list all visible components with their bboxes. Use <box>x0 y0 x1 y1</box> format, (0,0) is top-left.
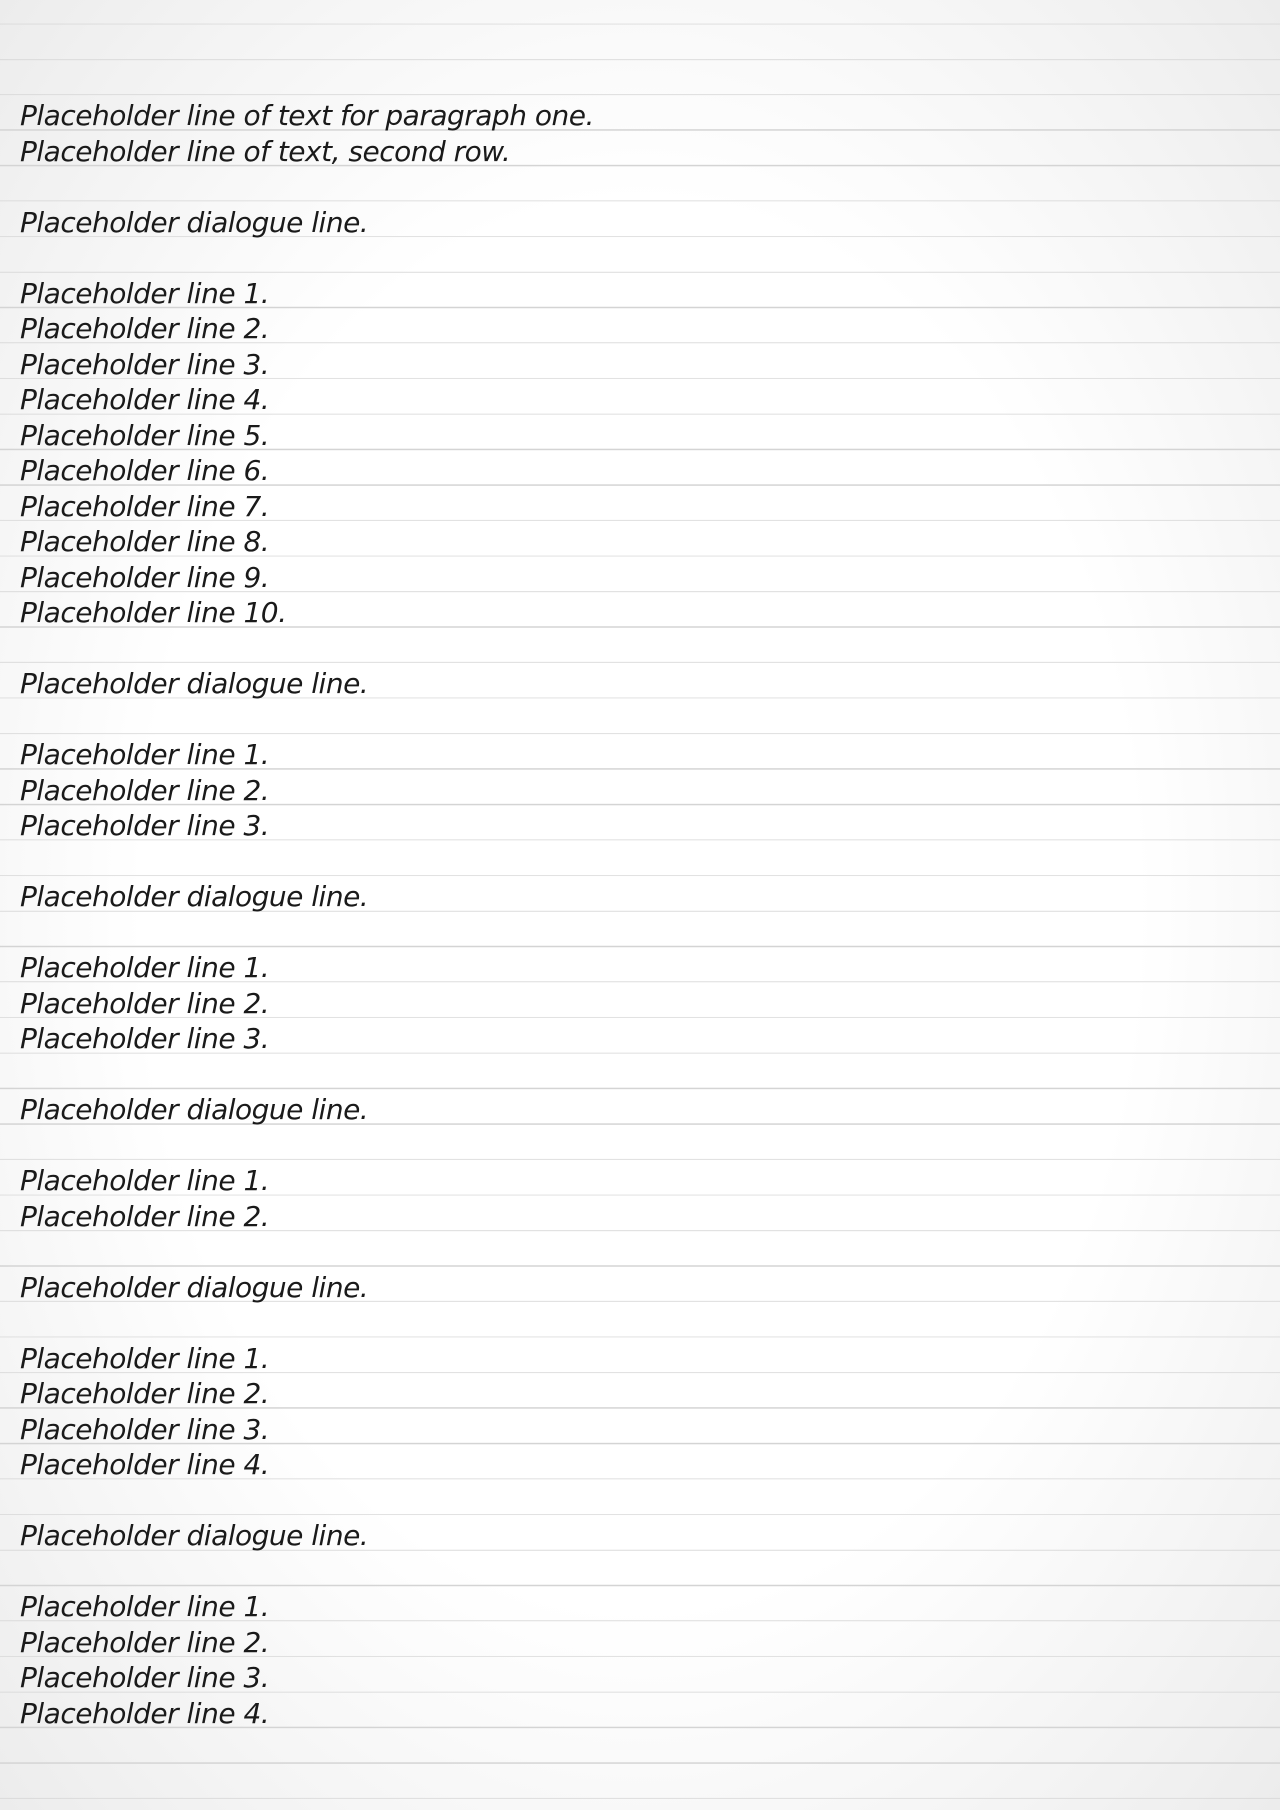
text-line: Placeholder line 3. <box>20 347 270 381</box>
text-line: Placeholder dialogue line. <box>20 205 369 239</box>
paragraph <box>20 1518 1260 1554</box>
text-line: Placeholder line 2. <box>20 1199 270 1233</box>
paragraph <box>20 276 1260 631</box>
text-line: Placeholder line 5. <box>20 418 270 452</box>
paragraph <box>20 666 1260 702</box>
text-line: Placeholder line 2. <box>20 312 270 345</box>
text-line: Placeholder line 1. <box>20 1164 270 1197</box>
text-line: Placeholder dialogue line. <box>20 667 369 700</box>
text-line: Placeholder dialogue line. <box>20 1270 369 1304</box>
text-line: Placeholder line of text, second row. <box>20 134 511 168</box>
text-line: Placeholder line 2. <box>20 1625 270 1659</box>
text-line: Placeholder dialogue line. <box>20 1093 369 1126</box>
text-line: Placeholder dialogue line. <box>20 1519 369 1552</box>
text-line: Placeholder line of text for paragraph one. <box>20 99 594 132</box>
text-line: Placeholder line 1. <box>20 738 270 771</box>
text-line: Placeholder line 4. <box>20 1696 270 1730</box>
text-line: Placeholder line 1. <box>20 1590 270 1623</box>
text-line: Placeholder line 2. <box>20 1377 270 1410</box>
text-line: Placeholder line 1. <box>20 951 270 984</box>
text-line: Placeholder line 2. <box>20 773 270 807</box>
text-line: Placeholder line 3. <box>20 1412 270 1446</box>
paragraph <box>20 1163 1260 1234</box>
paragraph <box>20 1092 1260 1128</box>
text-line: Placeholder line 10. <box>20 596 287 629</box>
text-line: Placeholder line 2. <box>20 986 270 1020</box>
text-line: Placeholder line 8. <box>20 525 270 558</box>
text-line: Placeholder line 3. <box>20 809 270 842</box>
body-text <box>20 98 1260 1767</box>
text-line: Placeholder line 4. <box>20 383 270 416</box>
text-line: Placeholder line 9. <box>20 560 270 594</box>
text-line: Placeholder line 4. <box>20 1448 270 1481</box>
paragraph <box>20 1341 1260 1483</box>
text-line: Placeholder line 7. <box>20 489 270 523</box>
paragraph <box>20 950 1260 1057</box>
paragraph <box>20 879 1260 915</box>
paragraph <box>20 98 1260 169</box>
text-line: Placeholder dialogue line. <box>20 880 369 913</box>
paragraph <box>20 737 1260 844</box>
text-line: Placeholder line 6. <box>20 454 270 487</box>
text-line: Placeholder line 3. <box>20 1661 270 1694</box>
text-line: Placeholder line 1. <box>20 276 270 310</box>
text-line: Placeholder line 1. <box>20 1341 270 1375</box>
paragraph <box>20 1589 1260 1731</box>
paragraph <box>20 205 1260 241</box>
text-line: Placeholder line 3. <box>20 1022 270 1055</box>
paragraph <box>20 1270 1260 1306</box>
